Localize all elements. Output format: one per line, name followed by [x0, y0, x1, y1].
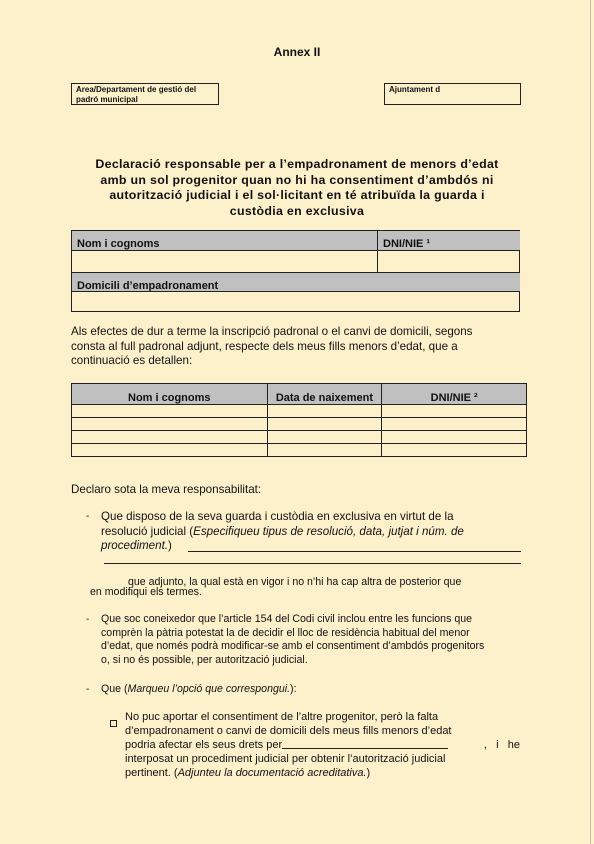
intro-line: consta al full padronal adjunt, respecte dels meus fills menors d’edat, que a — [71, 339, 458, 353]
item1-text-plain: resolució judicial ( — [101, 524, 194, 538]
table-cell[interactable] — [72, 405, 268, 418]
item1-after-2: en modifiqui els termes. — [90, 586, 202, 598]
option-line — [125, 738, 520, 752]
table-cell[interactable] — [72, 444, 268, 457]
option-line — [125, 766, 520, 780]
name-field[interactable] — [72, 250, 377, 272]
annex-heading: Annex II — [273, 45, 321, 59]
item3-end: ): — [290, 683, 297, 695]
table-cell[interactable] — [267, 431, 382, 444]
table-cell[interactable] — [267, 405, 382, 418]
option-text-a: podria afectar els seus drets per — [125, 739, 283, 751]
column-header: Nom i cognoms — [72, 384, 268, 405]
item2-line: Que soc coneixedor que l’article 154 del Codi civil inclou entre les funcions que — [101, 613, 472, 625]
document-title — [85, 157, 509, 219]
item2-line: d’edat, que només podrà modificar-se amb el consentiment d’ambdós progenitors — [101, 640, 485, 653]
option-text-b: , i he — [483, 739, 520, 751]
municipality-label: Ajuntament d — [389, 85, 441, 94]
table-row — [72, 405, 527, 418]
option-checkbox[interactable] — [110, 714, 117, 732]
table-cell[interactable] — [72, 418, 268, 431]
item2-text — [101, 613, 521, 667]
table-cell[interactable] — [382, 444, 527, 457]
option-line: interposat un procediment judicial per obtenir l’autorització judicial — [125, 753, 446, 765]
table-row — [72, 444, 527, 457]
table-cell[interactable] — [382, 431, 527, 444]
rights-blank[interactable] — [282, 738, 448, 749]
intro-paragraph — [71, 325, 520, 369]
domicile-field[interactable] — [72, 291, 520, 311]
title-line: autorització judicial i el sol·licitant en té atribuïda la guarda i — [109, 188, 485, 202]
item1-after-1: que adjunto, la qual està en vigor i no n’hi ha cap altra de posterior que — [128, 576, 462, 588]
bullet-dash: - — [86, 684, 90, 695]
option-line: No puc aportar el consentiment de l’altre progenitor, però la falta — [125, 711, 439, 723]
title-line: Declaració responsable per a l’empadronament de menors d’edat — [95, 157, 499, 171]
table-cell[interactable] — [382, 418, 527, 431]
item3-text — [101, 683, 297, 697]
applicant-form — [71, 230, 520, 312]
intro-line: Als efectes de dur a terme la inscripció padronal o el canvi de domicili, segons — [71, 325, 473, 338]
option-plain: pertinent. ( — [125, 767, 178, 779]
declare-heading: Declaro sota la meva responsabilitat: — [71, 483, 262, 496]
table-row — [72, 431, 527, 444]
column-header: DNI/NIE ² — [382, 384, 527, 405]
intro-line: continuació es detallen: — [71, 354, 193, 368]
resolution-line-2[interactable] — [104, 563, 521, 564]
item2-line: comprèn la pàtria potestat la de decidir el lloc de residència habitual del menor — [101, 626, 470, 639]
option-line: d’empadronament o canvi de domicili dels meus fills menors d’edat — [125, 725, 452, 737]
resolution-line-1[interactable] — [188, 551, 521, 552]
domicile-label: Domicili d’empadronament — [72, 272, 520, 291]
department-label-line2: padró municipal — [76, 94, 138, 104]
table-cell[interactable] — [72, 431, 268, 444]
bullet-dash: - — [86, 614, 90, 625]
department-label-line1: Area/Departament de gestió del — [76, 85, 197, 94]
table-cell[interactable] — [267, 444, 382, 457]
department-box — [71, 83, 219, 105]
table-cell[interactable] — [382, 405, 527, 418]
item1-hint-end: procediment. — [101, 539, 169, 553]
name-label: Nom i cognoms — [72, 231, 377, 250]
table-row — [72, 418, 527, 431]
table-cell[interactable] — [267, 418, 382, 431]
item2-line: o, si no és possible, per autorització judicial. — [101, 653, 308, 666]
item1-line — [101, 525, 521, 540]
item3-hint: Marqueu l’opció que correspongui. — [127, 683, 291, 695]
dni-field[interactable] — [377, 250, 520, 272]
children-table-header — [72, 384, 527, 405]
item1-hint: Especifiqueu tipus de resolució, data, jutjat i núm. de — [193, 524, 464, 538]
item1-text — [101, 510, 521, 554]
item3-plain: Que ( — [101, 683, 128, 695]
option-text — [125, 710, 520, 780]
children-table — [71, 383, 527, 457]
option-end: ) — [366, 767, 371, 779]
title-line: amb un sol progenitor quan no hi ha consentiment d’ambdós ni — [100, 172, 494, 187]
column-header: Data de naixement — [267, 384, 382, 405]
item1-line: Que disposo de la seva guarda i custòdia en exclusiva en virtut de la — [101, 510, 454, 523]
municipality-box[interactable] — [384, 83, 521, 105]
item1-paren: ) — [168, 539, 172, 553]
dni-label: DNI/NIE ¹ — [377, 231, 520, 250]
title-line: custòdia en exclusiva — [229, 203, 365, 218]
page-edge — [590, 0, 591, 844]
checkbox-square-icon — [110, 720, 117, 727]
option-hint: Adjunteu la documentació acreditativa. — [177, 767, 367, 779]
bullet-dash: - — [86, 511, 90, 522]
